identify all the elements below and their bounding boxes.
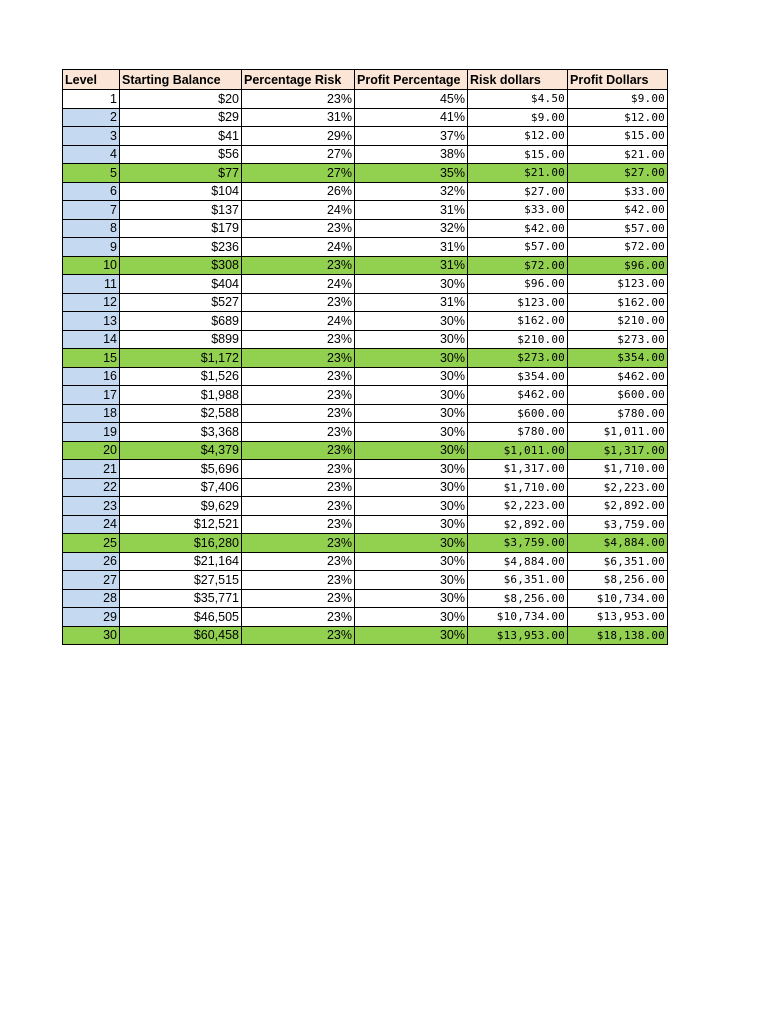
cell-risk-dollars: $27.00 <box>468 182 568 201</box>
cell-level: 21 <box>63 460 120 479</box>
cell-risk-dollars: $462.00 <box>468 386 568 405</box>
cell-percentage-risk: 31% <box>242 108 355 127</box>
cell-risk-dollars: $354.00 <box>468 367 568 386</box>
cell-level: 4 <box>63 145 120 164</box>
cell-starting-balance: $236 <box>120 238 242 257</box>
cell-starting-balance: $1,172 <box>120 349 242 368</box>
cell-percentage-risk: 24% <box>242 238 355 257</box>
cell-profit-percentage: 45% <box>355 90 468 109</box>
cell-level: 18 <box>63 404 120 423</box>
cell-starting-balance: $308 <box>120 256 242 275</box>
table-row <box>63 552 668 571</box>
cell-profit-percentage: 30% <box>355 330 468 349</box>
cell-profit-percentage: 30% <box>355 478 468 497</box>
cell-percentage-risk: 23% <box>242 293 355 312</box>
cell-profit-percentage: 30% <box>355 349 468 368</box>
cell-profit-percentage: 30% <box>355 515 468 534</box>
cell-profit-percentage: 31% <box>355 293 468 312</box>
cell-starting-balance: $104 <box>120 182 242 201</box>
cell-percentage-risk: 23% <box>242 219 355 238</box>
cell-starting-balance: $137 <box>120 201 242 220</box>
cell-risk-dollars: $57.00 <box>468 238 568 257</box>
cell-profit-percentage: 30% <box>355 497 468 516</box>
cell-percentage-risk: 23% <box>242 330 355 349</box>
cell-profit-dollars: $4,884.00 <box>568 534 668 553</box>
cell-percentage-risk: 23% <box>242 497 355 516</box>
cell-risk-dollars: $162.00 <box>468 312 568 331</box>
table-row <box>63 367 668 386</box>
cell-level: 25 <box>63 534 120 553</box>
table-row <box>63 238 668 257</box>
table-row <box>63 441 668 460</box>
cell-risk-dollars: $2,892.00 <box>468 515 568 534</box>
cell-level: 29 <box>63 608 120 627</box>
cell-profit-dollars: $3,759.00 <box>568 515 668 534</box>
cell-starting-balance: $56 <box>120 145 242 164</box>
cell-level: 27 <box>63 571 120 590</box>
cell-risk-dollars: $210.00 <box>468 330 568 349</box>
cell-starting-balance: $179 <box>120 219 242 238</box>
cell-level: 26 <box>63 552 120 571</box>
table-header <box>63 70 668 90</box>
table-row <box>63 515 668 534</box>
cell-risk-dollars: $1,710.00 <box>468 478 568 497</box>
table-row <box>63 145 668 164</box>
cell-profit-dollars: $42.00 <box>568 201 668 220</box>
cell-level: 2 <box>63 108 120 127</box>
cell-percentage-risk: 23% <box>242 608 355 627</box>
cell-percentage-risk: 24% <box>242 312 355 331</box>
cell-starting-balance: $27,515 <box>120 571 242 590</box>
cell-profit-dollars: $273.00 <box>568 330 668 349</box>
cell-profit-percentage: 30% <box>355 386 468 405</box>
cell-profit-dollars: $2,223.00 <box>568 478 668 497</box>
cell-profit-percentage: 30% <box>355 441 468 460</box>
cell-profit-dollars: $1,710.00 <box>568 460 668 479</box>
cell-starting-balance: $41 <box>120 127 242 146</box>
cell-percentage-risk: 23% <box>242 90 355 109</box>
table-row <box>63 90 668 109</box>
cell-risk-dollars: $6,351.00 <box>468 571 568 590</box>
cell-percentage-risk: 27% <box>242 164 355 183</box>
cell-profit-percentage: 30% <box>355 589 468 608</box>
cell-profit-percentage: 41% <box>355 108 468 127</box>
cell-level: 23 <box>63 497 120 516</box>
cell-risk-dollars: $96.00 <box>468 275 568 294</box>
cell-level: 17 <box>63 386 120 405</box>
cell-profit-dollars: $354.00 <box>568 349 668 368</box>
cell-profit-dollars: $210.00 <box>568 312 668 331</box>
cell-level: 6 <box>63 182 120 201</box>
cell-risk-dollars: $600.00 <box>468 404 568 423</box>
table-row <box>63 349 668 368</box>
cell-profit-percentage: 30% <box>355 460 468 479</box>
cell-risk-dollars: $2,223.00 <box>468 497 568 516</box>
table-row <box>63 386 668 405</box>
cell-profit-dollars: $1,317.00 <box>568 441 668 460</box>
cell-risk-dollars: $273.00 <box>468 349 568 368</box>
cell-starting-balance: $35,771 <box>120 589 242 608</box>
header-percentage-risk: Percentage Risk <box>242 70 355 90</box>
cell-percentage-risk: 23% <box>242 589 355 608</box>
header-row <box>63 70 668 90</box>
table-row <box>63 127 668 146</box>
cell-percentage-risk: 24% <box>242 275 355 294</box>
cell-percentage-risk: 29% <box>242 127 355 146</box>
cell-risk-dollars: $123.00 <box>468 293 568 312</box>
header-profit-percentage: Profit Percentage <box>355 70 468 90</box>
cell-percentage-risk: 23% <box>242 423 355 442</box>
cell-profit-dollars: $57.00 <box>568 219 668 238</box>
cell-percentage-risk: 23% <box>242 460 355 479</box>
table-row <box>63 534 668 553</box>
cell-level: 16 <box>63 367 120 386</box>
cell-profit-percentage: 30% <box>355 367 468 386</box>
cell-starting-balance: $29 <box>120 108 242 127</box>
cell-level: 5 <box>63 164 120 183</box>
cell-starting-balance: $1,526 <box>120 367 242 386</box>
cell-percentage-risk: 23% <box>242 404 355 423</box>
cell-starting-balance: $12,521 <box>120 515 242 534</box>
table-row <box>63 478 668 497</box>
cell-profit-dollars: $18,138.00 <box>568 626 668 645</box>
cell-starting-balance: $7,406 <box>120 478 242 497</box>
table-row <box>63 608 668 627</box>
cell-profit-percentage: 30% <box>355 552 468 571</box>
cell-starting-balance: $16,280 <box>120 534 242 553</box>
cell-profit-dollars: $10,734.00 <box>568 589 668 608</box>
cell-percentage-risk: 23% <box>242 534 355 553</box>
cell-percentage-risk: 23% <box>242 441 355 460</box>
table-row <box>63 219 668 238</box>
cell-profit-percentage: 35% <box>355 164 468 183</box>
cell-percentage-risk: 27% <box>242 145 355 164</box>
cell-starting-balance: $3,368 <box>120 423 242 442</box>
cell-starting-balance: $46,505 <box>120 608 242 627</box>
cell-starting-balance: $689 <box>120 312 242 331</box>
cell-risk-dollars: $15.00 <box>468 145 568 164</box>
cell-risk-dollars: $72.00 <box>468 256 568 275</box>
cell-percentage-risk: 24% <box>242 201 355 220</box>
cell-profit-percentage: 30% <box>355 275 468 294</box>
level-table <box>62 69 668 645</box>
cell-percentage-risk: 23% <box>242 386 355 405</box>
cell-profit-percentage: 38% <box>355 145 468 164</box>
header-profit-dollars: Profit Dollars <box>568 70 668 90</box>
cell-level: 30 <box>63 626 120 645</box>
cell-level: 9 <box>63 238 120 257</box>
table-row <box>63 293 668 312</box>
cell-risk-dollars: $12.00 <box>468 127 568 146</box>
header-starting-balance: Starting Balance <box>120 70 242 90</box>
cell-percentage-risk: 23% <box>242 256 355 275</box>
cell-profit-dollars: $15.00 <box>568 127 668 146</box>
cell-profit-dollars: $162.00 <box>568 293 668 312</box>
table-row <box>63 164 668 183</box>
cell-risk-dollars: $4,884.00 <box>468 552 568 571</box>
cell-risk-dollars: $9.00 <box>468 108 568 127</box>
cell-percentage-risk: 23% <box>242 478 355 497</box>
cell-level: 24 <box>63 515 120 534</box>
cell-risk-dollars: $21.00 <box>468 164 568 183</box>
cell-level: 22 <box>63 478 120 497</box>
cell-profit-dollars: $72.00 <box>568 238 668 257</box>
cell-starting-balance: $404 <box>120 275 242 294</box>
header-risk-dollars: Risk dollars <box>468 70 568 90</box>
cell-starting-balance: $60,458 <box>120 626 242 645</box>
cell-profit-percentage: 32% <box>355 219 468 238</box>
cell-profit-dollars: $96.00 <box>568 256 668 275</box>
cell-profit-percentage: 31% <box>355 256 468 275</box>
table-row <box>63 108 668 127</box>
cell-percentage-risk: 23% <box>242 349 355 368</box>
cell-profit-percentage: 31% <box>355 238 468 257</box>
table-row <box>63 404 668 423</box>
cell-profit-percentage: 30% <box>355 534 468 553</box>
cell-profit-percentage: 30% <box>355 404 468 423</box>
cell-level: 19 <box>63 423 120 442</box>
cell-profit-dollars: $600.00 <box>568 386 668 405</box>
cell-profit-percentage: 32% <box>355 182 468 201</box>
cell-profit-percentage: 30% <box>355 423 468 442</box>
cell-level: 28 <box>63 589 120 608</box>
table-row <box>63 571 668 590</box>
cell-profit-dollars: $9.00 <box>568 90 668 109</box>
cell-level: 12 <box>63 293 120 312</box>
table-row <box>63 423 668 442</box>
cell-risk-dollars: $33.00 <box>468 201 568 220</box>
cell-level: 8 <box>63 219 120 238</box>
table-row <box>63 312 668 331</box>
table-row <box>63 182 668 201</box>
cell-level: 7 <box>63 201 120 220</box>
cell-starting-balance: $1,988 <box>120 386 242 405</box>
table-body <box>63 90 668 645</box>
cell-percentage-risk: 23% <box>242 367 355 386</box>
cell-profit-percentage: 30% <box>355 312 468 331</box>
cell-profit-percentage: 37% <box>355 127 468 146</box>
cell-risk-dollars: $3,759.00 <box>468 534 568 553</box>
cell-risk-dollars: $1,011.00 <box>468 441 568 460</box>
cell-starting-balance: $21,164 <box>120 552 242 571</box>
cell-starting-balance: $20 <box>120 90 242 109</box>
cell-level: 15 <box>63 349 120 368</box>
cell-level: 10 <box>63 256 120 275</box>
cell-profit-percentage: 30% <box>355 571 468 590</box>
table-row <box>63 497 668 516</box>
cell-profit-dollars: $12.00 <box>568 108 668 127</box>
cell-level: 14 <box>63 330 120 349</box>
table-row <box>63 626 668 645</box>
table-row <box>63 201 668 220</box>
cell-level: 11 <box>63 275 120 294</box>
cell-level: 13 <box>63 312 120 331</box>
header-level: Level <box>63 70 120 90</box>
cell-starting-balance: $5,696 <box>120 460 242 479</box>
cell-profit-dollars: $123.00 <box>568 275 668 294</box>
cell-profit-dollars: $2,892.00 <box>568 497 668 516</box>
cell-profit-dollars: $780.00 <box>568 404 668 423</box>
cell-starting-balance: $2,588 <box>120 404 242 423</box>
cell-profit-dollars: $8,256.00 <box>568 571 668 590</box>
cell-starting-balance: $4,379 <box>120 441 242 460</box>
cell-risk-dollars: $10,734.00 <box>468 608 568 627</box>
cell-profit-dollars: $33.00 <box>568 182 668 201</box>
cell-risk-dollars: $8,256.00 <box>468 589 568 608</box>
cell-risk-dollars: $13,953.00 <box>468 626 568 645</box>
cell-risk-dollars: $780.00 <box>468 423 568 442</box>
cell-risk-dollars: $1,317.00 <box>468 460 568 479</box>
cell-percentage-risk: 23% <box>242 515 355 534</box>
table-row <box>63 275 668 294</box>
cell-profit-dollars: $13,953.00 <box>568 608 668 627</box>
cell-starting-balance: $527 <box>120 293 242 312</box>
table-row <box>63 330 668 349</box>
cell-percentage-risk: 23% <box>242 626 355 645</box>
cell-percentage-risk: 23% <box>242 571 355 590</box>
table-row <box>63 460 668 479</box>
cell-profit-dollars: $27.00 <box>568 164 668 183</box>
cell-level: 20 <box>63 441 120 460</box>
cell-percentage-risk: 26% <box>242 182 355 201</box>
cell-profit-dollars: $6,351.00 <box>568 552 668 571</box>
cell-starting-balance: $9,629 <box>120 497 242 516</box>
cell-profit-percentage: 30% <box>355 626 468 645</box>
cell-starting-balance: $77 <box>120 164 242 183</box>
cell-starting-balance: $899 <box>120 330 242 349</box>
table-row <box>63 256 668 275</box>
cell-profit-percentage: 30% <box>355 608 468 627</box>
cell-profit-dollars: $21.00 <box>568 145 668 164</box>
cell-risk-dollars: $42.00 <box>468 219 568 238</box>
cell-level: 3 <box>63 127 120 146</box>
cell-profit-percentage: 31% <box>355 201 468 220</box>
table-row <box>63 589 668 608</box>
cell-profit-dollars: $1,011.00 <box>568 423 668 442</box>
cell-percentage-risk: 23% <box>242 552 355 571</box>
cell-level: 1 <box>63 90 120 109</box>
cell-risk-dollars: $4.50 <box>468 90 568 109</box>
cell-profit-dollars: $462.00 <box>568 367 668 386</box>
